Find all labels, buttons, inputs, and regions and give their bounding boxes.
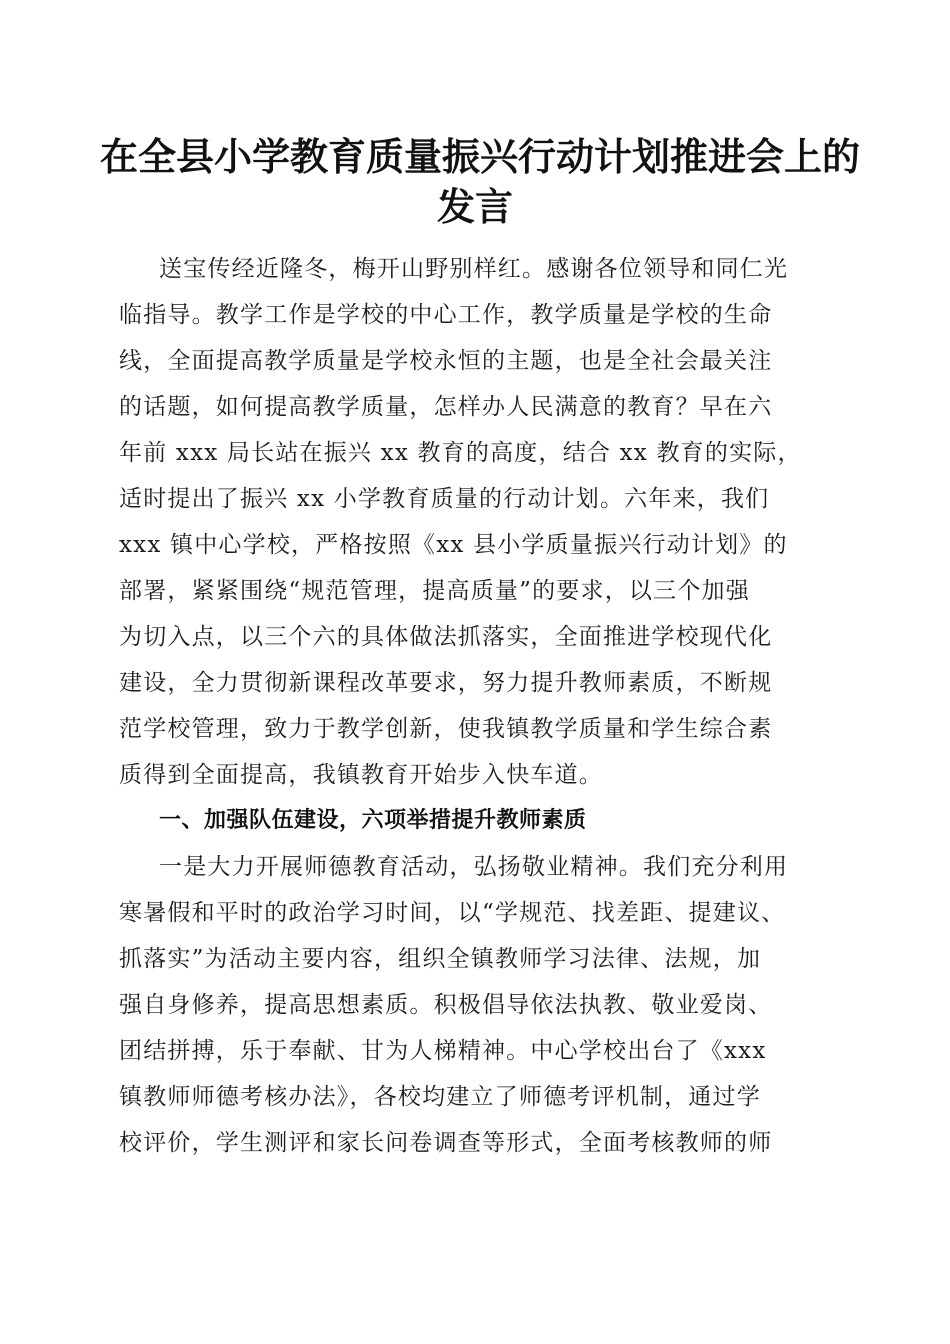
- document-body: [119, 246, 839, 1166]
- paragraph-line: 建设，全力贯彻新课程改革要求，努力提升教师素质，不断规: [119, 670, 773, 696]
- title-line: 在全县小学教育质量振兴行动计划推进会上的: [100, 134, 861, 179]
- paragraph-line: 强自身修养，提高思想素质。积极倡导依法执教、敬业爱岗、: [119, 992, 773, 1018]
- paragraph-line: 适时提出了振兴 xx 小学教育质量的行动计划。六年来，我们: [119, 486, 770, 512]
- section-heading: 一、加强队伍建设，六项举措提升教师素质: [159, 808, 587, 833]
- paragraph-line: 为切入点，以三个六的具体做法抓落实，全面推进学校现代化: [119, 624, 773, 650]
- paragraph-line: 寒暑假和平时的政治学习时间，以“学规范、找差距、提建议、: [119, 900, 786, 926]
- document-title: [100, 132, 861, 232]
- paragraph-line: 送宝传经近隆冬，梅开山野别样红。感谢各位领导和同仁光: [159, 256, 789, 282]
- paragraph-line: 线，全面提高教学质量是学校永恒的主题，也是全社会最关注: [119, 348, 773, 374]
- paragraph-line: 临指导。教学工作是学校的中心工作，教学质量是学校的生命: [119, 302, 773, 328]
- title-line: 发言: [436, 184, 513, 229]
- paragraph-intro: [119, 246, 839, 798]
- paragraph-line: 校评价，学生测评和家长问卷调查等形式，全面考核教师的师: [119, 1130, 773, 1156]
- paragraph-line: 年前 xxx 局长站在振兴 xx 教育的高度，结合 xx 教育的实际，: [119, 440, 802, 466]
- paragraph-line: 镇教师师德考核办法》，各校均建立了师德考评机制，通过学: [119, 1084, 761, 1110]
- paragraph-line: 质得到全面提高，我镇教育开始步入快车道。: [119, 762, 603, 788]
- paragraph-line: 范学校管理，致力于教学创新，使我镇教学质量和学生综合素: [119, 716, 773, 742]
- paragraph-line: 部署，紧紧围绕“规范管理，提高质量”的要求，以三个加强: [119, 578, 750, 604]
- paragraph-line: 抓落实”为活动主要内容，组织全镇教师学习法律、法规，加: [119, 946, 762, 972]
- paragraph-line: xxx 镇中心学校，严格按照《xx 县小学质量振兴行动计划》的: [119, 532, 788, 558]
- paragraph-line: 团结拼搏，乐于奉献、甘为人梯精神。中心学校出台了《xxx: [119, 1038, 767, 1064]
- paragraph-line: 一是大力开展师德教育活动，弘扬敬业精神。我们充分利用: [159, 854, 789, 880]
- paragraph-teacher-ethics: [119, 844, 839, 1166]
- paragraph-line: 的话题，如何提高教学质量，怎样办人民满意的教育？早在六: [119, 394, 773, 420]
